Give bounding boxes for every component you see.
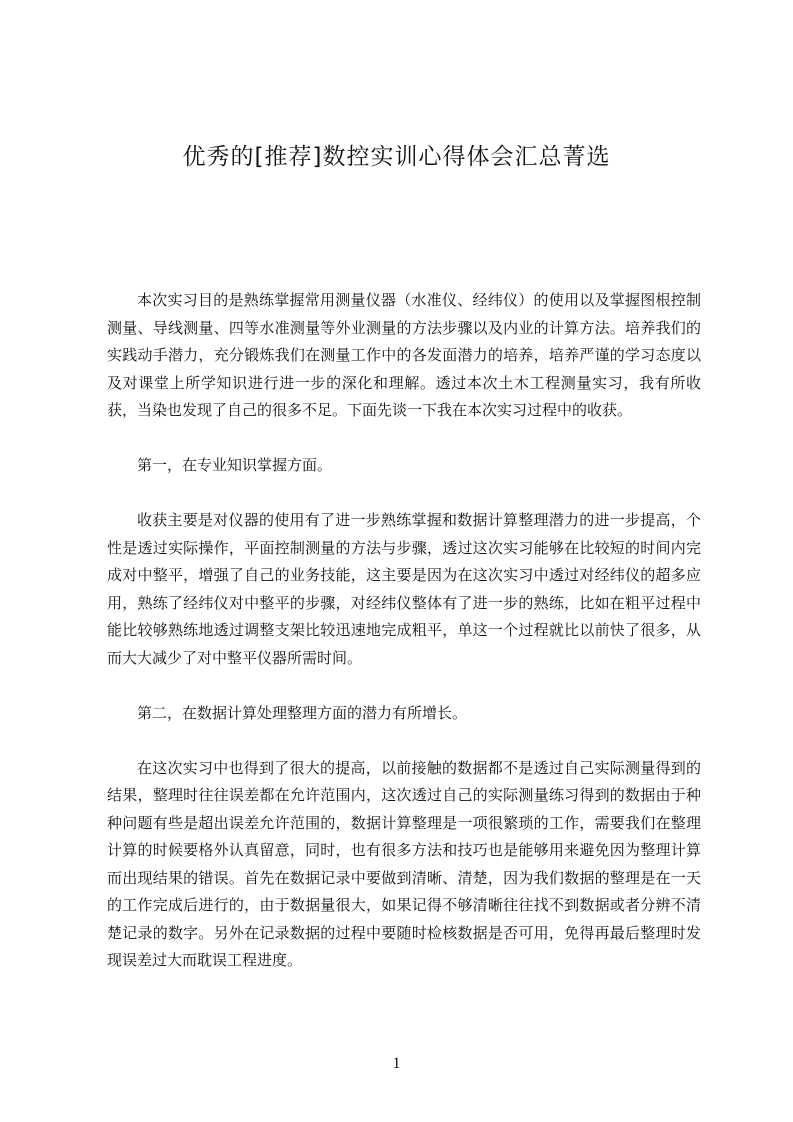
paragraph-spacer xyxy=(107,672,701,700)
section-heading-data-processing: 第二，在数据计算处理整理方面的潜力有所增长。 xyxy=(137,703,468,722)
page-number: 1 xyxy=(392,1055,401,1072)
paragraph-instrument-skills: 收获主要是对仪器的使用有了进一步熟练掌握和数据计算整理潜力的进一步提高，个性是透过实际操作，平面控制测量的方法与步骤，透过这次实习能够在比较短的时间内完成对中整平，增强了自己的业务技能，这主要是因为在这次实习中透过对经纬仪的超多应用，熟练了经纬仪对中整平的步骤，对经纬仪整体有了进一步的熟练，比如在粗平过程中能比较够熟练地透过调整支架比较迅速地完成粗平，单这一个过程就比以前快了很多，从而大大减少了对中整平仪器所需时间。 xyxy=(107,511,701,667)
paragraph-spacer xyxy=(107,480,701,508)
paragraph-intro: 本次实习目的是熟练掌握常用测量仪器（水准仪、经纬仪）的使用以及掌握图根控制测量、导线测量、四等水准测量等外业测量的方法步骤以及内业的计算方法。培养我们的实践动手潜力，充分锻炼我们在测量工作中的各发面潜力的培养，培养严谨的学习态度以及对课堂上所学知识进行进一步的深化和理解。透过本次土木工程测量实习，我有所收获，当染也发现了自己的很多不足。下面先谈一下我在本次实习过程中的收获。 xyxy=(107,291,701,419)
document-body xyxy=(107,287,701,975)
paragraph-spacer xyxy=(107,425,701,453)
document-title: 优秀的[推荐]数控实训心得体会汇总菁选 xyxy=(182,144,611,170)
paragraph-spacer xyxy=(107,727,701,755)
section-heading-professional-knowledge: 第一，在专业知识掌握方面。 xyxy=(137,456,333,474)
paragraph-data-processing: 在这次实习中也得到了很大的提高，以前接触的数据都不是透过自己实际测量得到的结果，整理时往往误差都在允许范围内，这次透过自己的实际测量练习得到的数据由于种种问题有些是超出误差允许范围的，数据计算整理是一项很繁琐的工作，需要我们在整理计算的时候要格外认真留意，同时，也有很多方法和技巧也是能够用来避免因为整理计算而出现结果的错误。首先在数据记录中要做到清晰、清楚，因为我们数据的整理是在一天的工作完成后进行的，由于数据量很大，如果记得不够清晰往往找不到数据或者分辨不清楚记录的数字。另外在记录数据的过程中要随时检核数据是否可用，免得再最后整理时发现误差过大而耽误工程进度。 xyxy=(107,758,701,969)
